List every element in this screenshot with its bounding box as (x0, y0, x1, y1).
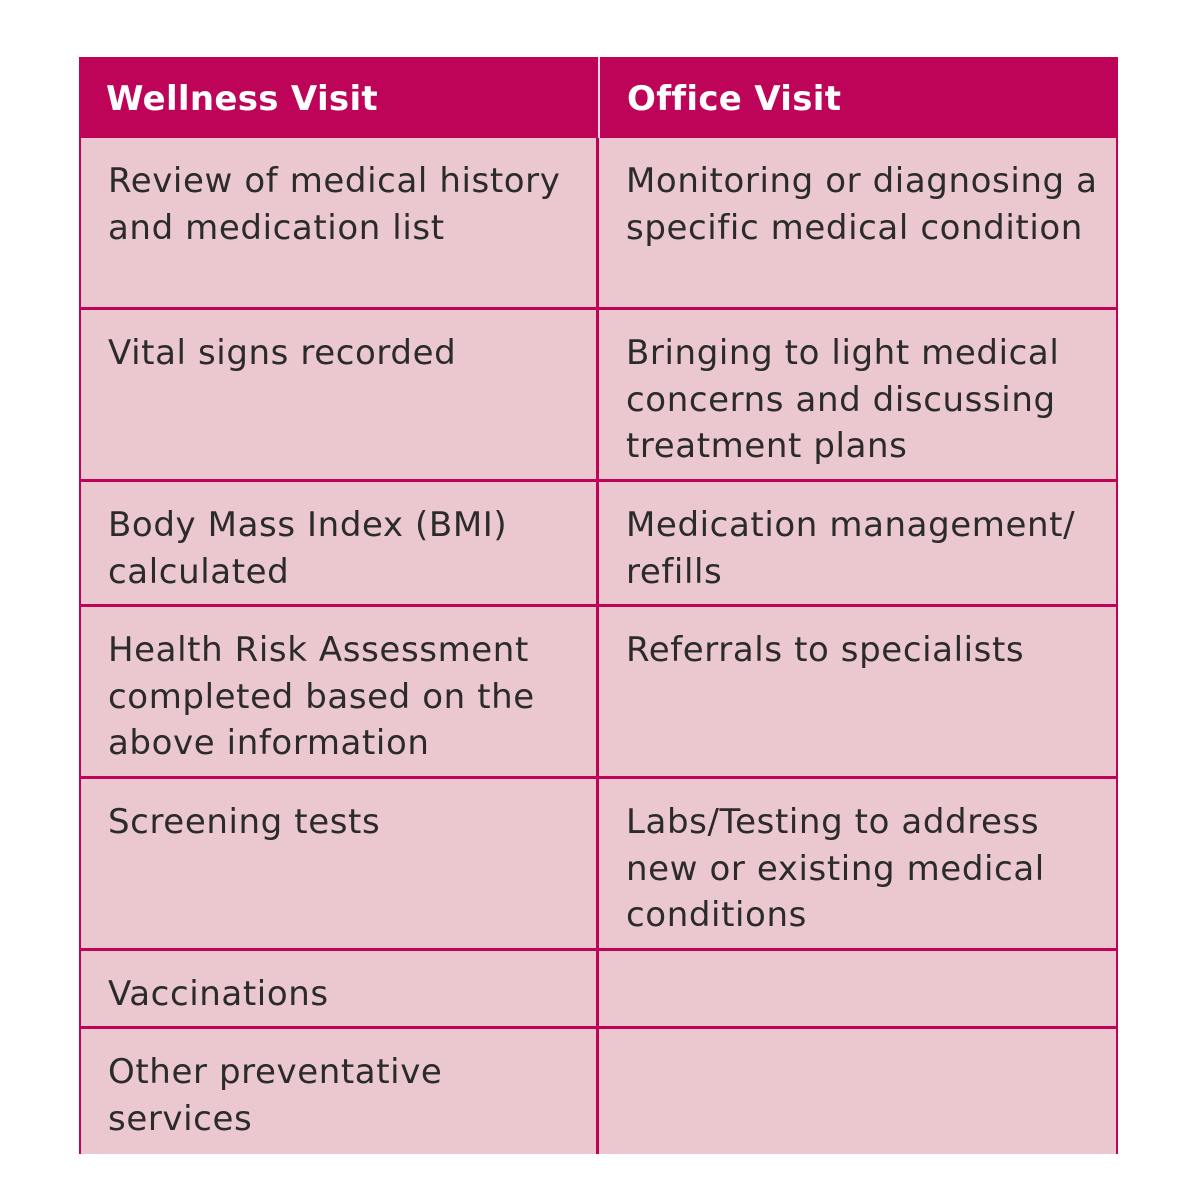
table-cell: Vital signs recorded (81, 310, 599, 482)
table-header-row (79, 57, 1118, 138)
table-cell: Medication management/ refills (599, 482, 1116, 607)
table-cell: Body Mass Index (BMI) calculated (81, 482, 599, 607)
table-body (81, 138, 1116, 1154)
table-cell: Referrals to specialists (599, 607, 1116, 779)
table-cell: Review of medical history and medication list (81, 138, 599, 310)
table-cell (599, 951, 1116, 1029)
table-cell: Other preventative services (81, 1029, 599, 1154)
header-wellness-visit: Wellness Visit (79, 57, 598, 138)
table-cell (599, 1029, 1116, 1154)
header-office-visit: Office Visit (598, 57, 1118, 138)
table-cell: Labs/Testing to address new or existing medical conditions (599, 779, 1116, 951)
table-cell: Bringing to light medical concerns and discussing treatment plans (599, 310, 1116, 482)
table-cell: Health Risk Assessment completed based on the above information (81, 607, 599, 779)
table-cell: Vaccinations (81, 951, 599, 1029)
table-cell: Monitoring or diagnosing a specific medical condition (599, 138, 1116, 310)
comparison-table (79, 57, 1118, 1154)
table-cell: Screening tests (81, 779, 599, 951)
